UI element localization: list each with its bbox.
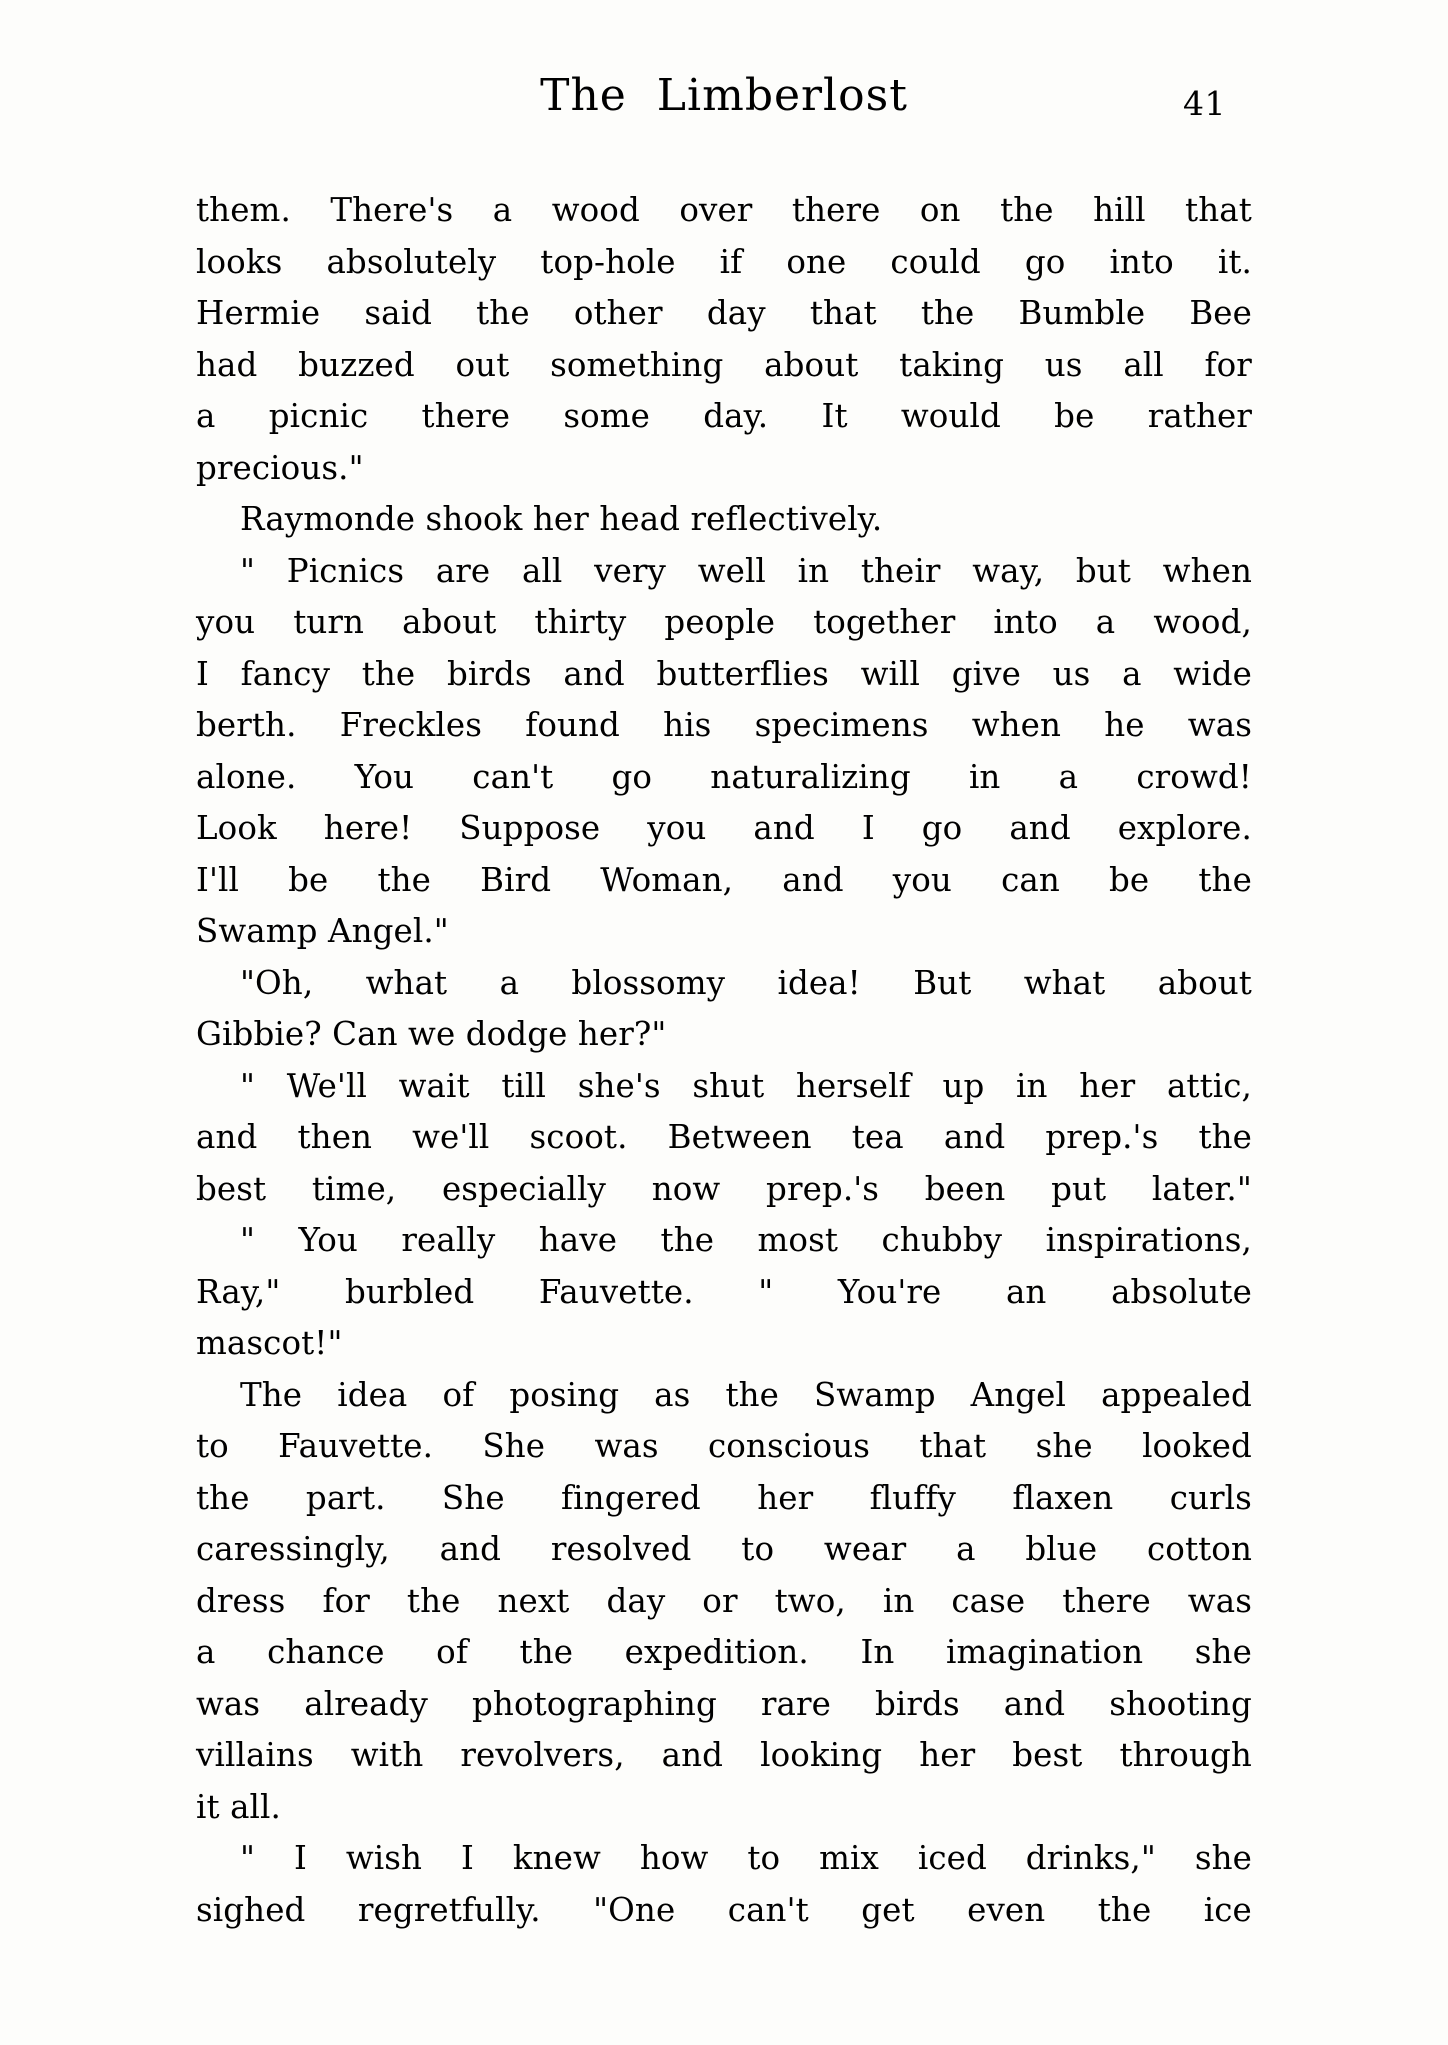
text-word: give <box>951 654 1021 693</box>
text-word: resolved <box>550 1530 692 1568</box>
text-line <box>196 855 1252 907</box>
text-line <box>196 1061 1252 1113</box>
text-word: wear <box>823 1530 907 1568</box>
text-word: of <box>436 1633 468 1671</box>
text-word: expedition. <box>624 1633 809 1671</box>
text-word: scoot. <box>529 1118 628 1156</box>
text-word: day. <box>703 397 769 435</box>
text-word: in <box>968 757 1001 796</box>
text-word: had <box>196 345 258 384</box>
text-word: Bee <box>1189 294 1252 332</box>
text-word: " <box>240 1839 256 1877</box>
text-word: Hermie <box>196 294 321 332</box>
text-word: dress <box>196 1581 286 1620</box>
text-word: especially <box>441 1169 607 1208</box>
text-word: us <box>1052 654 1091 693</box>
text-word: ice <box>1203 1890 1252 1929</box>
text-word: But <box>913 963 972 1002</box>
text-line <box>196 1164 1252 1216</box>
text-line <box>196 1215 1252 1267</box>
text-word: wish <box>345 1839 423 1877</box>
text-line <box>196 803 1252 855</box>
text-word: with <box>350 1736 424 1774</box>
text-word: blue <box>1025 1530 1098 1568</box>
text-word: been <box>924 1169 1006 1208</box>
text-word: she <box>1035 1427 1093 1465</box>
text-word: flaxen <box>1012 1478 1114 1517</box>
page-title: The Limberlost <box>540 70 908 121</box>
text-word: them. <box>196 191 291 229</box>
text-word: imagination <box>946 1633 1144 1671</box>
text-word: and <box>1009 809 1071 847</box>
text-word: something <box>550 345 724 384</box>
page-body <box>196 185 1252 1936</box>
text-word: birds <box>875 1684 960 1723</box>
text-word: fancy <box>240 654 331 693</box>
text-line <box>196 546 1252 598</box>
text-word: a <box>956 1530 976 1568</box>
text-word: villains <box>196 1736 314 1774</box>
text-word: the <box>406 1581 461 1620</box>
text-word: picnic <box>268 397 369 435</box>
text-word: attic, <box>1166 1066 1252 1105</box>
text-word: chance <box>267 1633 385 1671</box>
text-word: can't <box>472 757 554 796</box>
text-word: the <box>660 1221 715 1259</box>
text-line <box>196 1576 1252 1628</box>
text-word: In <box>860 1633 895 1671</box>
text-line <box>196 1730 1252 1782</box>
text-word: when <box>1162 551 1252 590</box>
text-word: up <box>942 1066 985 1105</box>
text-word: wait <box>398 1066 470 1105</box>
text-word: mix <box>819 1839 879 1877</box>
text-word: sighed <box>196 1890 306 1929</box>
text-word: Woman, <box>600 860 734 899</box>
text-word: to <box>741 1530 775 1568</box>
text-word: thirty <box>534 603 627 641</box>
text-word: through <box>1119 1736 1252 1774</box>
text-word: the <box>1198 1118 1252 1156</box>
text-word: a <box>196 397 216 435</box>
text-word: some <box>563 397 651 435</box>
text-word: what <box>1023 963 1106 1002</box>
text-word: I <box>460 1839 474 1877</box>
text-line <box>196 391 1252 443</box>
text-word: the <box>377 860 431 899</box>
text-word: conscious <box>707 1427 871 1465</box>
text-word: specimens <box>754 706 929 744</box>
text-line <box>196 1627 1252 1679</box>
text-line: Swamp Angel." <box>196 912 449 950</box>
text-word: and <box>563 654 625 693</box>
text-word: there <box>1062 1581 1151 1620</box>
text-word: and <box>943 1118 1006 1156</box>
text-word: Freckles <box>339 706 483 744</box>
text-word: can't <box>727 1890 809 1929</box>
text-word: would <box>900 397 1001 435</box>
text-word: It <box>821 397 848 435</box>
text-word: rare <box>760 1684 831 1723</box>
text-word: can <box>1001 860 1060 899</box>
text-word: a <box>1095 603 1116 641</box>
text-line: Raymonde shook her head reflectively. <box>240 500 883 538</box>
text-line <box>196 1833 1252 1885</box>
text-word: even <box>967 1890 1046 1929</box>
text-word: the <box>361 654 416 693</box>
text-word: to <box>196 1427 229 1465</box>
text-word: idea <box>337 1375 408 1414</box>
text-word: of <box>442 1375 475 1414</box>
text-word: buzzed <box>298 345 415 384</box>
text-word: till <box>501 1066 547 1105</box>
text-word: into <box>1109 242 1174 281</box>
text-word: idea! <box>777 963 861 1002</box>
text-word: in <box>882 1581 915 1620</box>
text-word: day <box>706 294 766 332</box>
text-word: into <box>993 603 1058 641</box>
text-word: her <box>919 1736 976 1774</box>
text-word: how <box>639 1839 709 1877</box>
text-word: a <box>196 1633 216 1671</box>
text-line <box>196 1112 1252 1164</box>
text-word: there <box>791 191 881 229</box>
text-word: drinks," <box>1025 1839 1156 1877</box>
text-word: for <box>322 1581 370 1620</box>
text-word: chubby <box>881 1221 1003 1259</box>
text-word: was <box>1187 1581 1252 1620</box>
text-word: people <box>664 603 776 641</box>
text-word: You <box>354 757 415 796</box>
text-line <box>196 958 1252 1010</box>
text-word: now <box>651 1169 721 1208</box>
text-word: put <box>1051 1169 1107 1208</box>
text-line <box>196 752 1252 804</box>
text-line: Gibbie? Can we dodge her?" <box>196 1015 667 1053</box>
text-word: We'll <box>286 1066 367 1105</box>
text-word: knew <box>512 1839 601 1877</box>
text-word: a <box>492 191 513 229</box>
text-word: in <box>797 551 830 590</box>
text-word: it. <box>1217 242 1252 281</box>
text-word: best <box>196 1169 267 1208</box>
text-word: best <box>1012 1736 1083 1774</box>
text-word: Suppose <box>459 809 601 847</box>
text-word: prep.'s <box>766 1169 880 1208</box>
text-word: inspirations, <box>1045 1221 1252 1259</box>
text-word: shooting <box>1109 1684 1252 1723</box>
text-word: be <box>288 860 329 899</box>
text-word: we'll <box>412 1118 490 1156</box>
text-word: or <box>702 1581 738 1620</box>
text-line <box>196 1421 1252 1473</box>
text-word: looking <box>760 1736 883 1774</box>
text-word: you <box>647 809 707 847</box>
text-word: an <box>1005 1272 1047 1311</box>
text-word: taking <box>899 345 1005 384</box>
text-word: Look <box>196 809 277 847</box>
text-word: but <box>1075 551 1131 590</box>
text-word: Bird <box>480 860 552 899</box>
text-word: her <box>1079 1066 1136 1105</box>
text-word: next <box>497 1581 570 1620</box>
text-word: burbled <box>345 1272 475 1311</box>
text-word: I <box>861 809 875 847</box>
text-word: their <box>860 551 941 590</box>
text-word: Ray," <box>196 1272 281 1311</box>
text-word: curls <box>1169 1478 1252 1517</box>
text-word: a <box>1122 654 1142 693</box>
text-word: be <box>1054 397 1095 435</box>
text-word: later." <box>1151 1169 1252 1208</box>
text-word: revolvers, <box>460 1736 625 1774</box>
text-word: wood, <box>1153 603 1252 641</box>
text-word: she's <box>577 1066 661 1105</box>
text-word: posing <box>509 1375 620 1414</box>
text-word: time, <box>311 1169 397 1208</box>
text-word: looked <box>1142 1427 1252 1465</box>
text-word: that <box>809 294 877 332</box>
text-word: already <box>304 1684 428 1723</box>
text-line <box>196 1679 1252 1731</box>
text-word: together <box>813 603 956 641</box>
text-word: Fauvette. <box>538 1272 694 1311</box>
text-word: "One <box>593 1890 676 1929</box>
text-line <box>196 237 1252 289</box>
text-word: " <box>240 551 256 590</box>
text-word: that <box>919 1427 987 1465</box>
text-word: She <box>441 1478 505 1517</box>
text-word: case <box>951 1581 1026 1620</box>
text-word: really <box>401 1221 496 1259</box>
text-word: are <box>435 551 491 590</box>
text-word: a <box>1058 757 1079 796</box>
text-line <box>196 649 1252 701</box>
text-word: she <box>1194 1633 1252 1671</box>
text-word: her <box>757 1478 814 1517</box>
text-word: other <box>573 294 663 332</box>
text-word: go <box>611 757 653 796</box>
text-word: Fauvette. <box>278 1427 434 1465</box>
text-line <box>196 1370 1252 1422</box>
text-word: Between <box>667 1118 812 1156</box>
text-word: Bumble <box>1018 294 1146 332</box>
text-word: about <box>764 345 859 384</box>
text-word: in <box>1016 1066 1048 1105</box>
text-word: wide <box>1173 654 1252 693</box>
text-word: and <box>753 809 815 847</box>
text-word: iced <box>917 1839 987 1877</box>
text-word: photographing <box>472 1684 717 1723</box>
text-word: here! <box>323 809 413 847</box>
text-word: to <box>747 1839 781 1877</box>
text-line <box>196 1524 1252 1576</box>
text-word: then <box>297 1118 373 1156</box>
text-word: She <box>482 1427 546 1465</box>
text-word: the <box>519 1633 574 1671</box>
text-word: " <box>758 1272 774 1311</box>
text-word: The <box>240 1375 303 1414</box>
text-word: turn <box>293 603 365 641</box>
text-line <box>196 1885 1252 1937</box>
text-word: blossomy <box>571 963 726 1002</box>
text-word: she <box>1194 1839 1252 1877</box>
text-word: " <box>240 1066 256 1105</box>
text-word: the <box>1000 191 1054 229</box>
text-line <box>196 700 1252 752</box>
text-word: said <box>364 294 432 332</box>
text-word: naturalizing <box>710 757 911 796</box>
text-word: part. <box>305 1478 386 1517</box>
text-word: and <box>661 1736 724 1774</box>
text-word: herself <box>796 1066 911 1105</box>
text-word: on <box>919 191 961 229</box>
text-word: You <box>298 1221 358 1259</box>
text-word: was <box>594 1427 659 1465</box>
text-word: appealed <box>1101 1375 1252 1414</box>
text-word: hill <box>1093 191 1146 229</box>
text-word: fluffy <box>869 1478 956 1517</box>
text-word: and <box>1003 1684 1066 1723</box>
text-word: was <box>196 1684 261 1723</box>
text-word: There's <box>330 191 454 229</box>
text-word: one <box>786 242 847 281</box>
text-word: if <box>719 242 743 281</box>
text-word: found <box>525 706 620 744</box>
text-word: go <box>1024 242 1066 281</box>
text-word: when <box>971 706 1062 744</box>
text-word: out <box>455 345 510 384</box>
text-line <box>196 288 1252 340</box>
text-line <box>196 597 1252 649</box>
text-word: and <box>782 860 844 899</box>
text-word: crowd! <box>1136 757 1252 796</box>
text-word: rather <box>1147 397 1252 435</box>
text-word: and <box>196 1118 258 1156</box>
text-word: absolutely <box>326 242 497 281</box>
text-word: was <box>1187 706 1252 744</box>
text-word: I <box>196 654 209 693</box>
text-word: you <box>196 603 256 641</box>
text-word: the <box>196 1478 250 1517</box>
text-word: berth. <box>196 706 297 744</box>
text-word: " <box>240 1221 256 1259</box>
text-word: wood <box>551 191 640 229</box>
text-word: way, <box>972 551 1045 590</box>
text-word: two, <box>774 1581 846 1620</box>
text-line: mascot!" <box>196 1324 343 1362</box>
text-word: his <box>663 706 712 744</box>
text-word: shut <box>692 1066 765 1105</box>
page-header <box>196 70 1252 130</box>
text-word: for <box>1204 345 1252 384</box>
text-word: the <box>725 1375 779 1414</box>
text-word: cotton <box>1146 1530 1252 1568</box>
text-word: well <box>697 551 766 590</box>
text-word: be <box>1109 860 1150 899</box>
text-word: I <box>293 1839 307 1877</box>
text-word: a <box>499 963 520 1002</box>
text-line <box>196 1473 1252 1525</box>
text-word: the <box>1097 1890 1152 1929</box>
text-line <box>196 185 1252 237</box>
text-word: tea <box>851 1118 904 1156</box>
text-word: caressingly, <box>196 1530 390 1568</box>
text-word: the <box>1198 860 1252 899</box>
text-word: explore. <box>1117 809 1252 847</box>
text-word: fingered <box>561 1478 701 1517</box>
text-word: birds <box>446 654 532 693</box>
text-word: butterflies <box>656 654 829 693</box>
text-line <box>196 340 1252 392</box>
text-word: all <box>1123 345 1164 384</box>
text-word: top-hole <box>540 242 676 281</box>
text-word: You're <box>837 1272 942 1311</box>
text-word: could <box>890 242 981 281</box>
text-word: prep.'s <box>1045 1118 1159 1156</box>
text-word: about <box>1157 963 1252 1002</box>
text-word: he <box>1104 706 1145 744</box>
text-word: what <box>365 963 448 1002</box>
text-word: and <box>439 1530 502 1568</box>
text-word: day <box>606 1581 666 1620</box>
text-word: Angel <box>970 1375 1067 1414</box>
text-word: most <box>757 1221 839 1259</box>
text-word: over <box>679 191 753 229</box>
text-word: Picnics <box>286 551 405 590</box>
text-line <box>196 1267 1252 1319</box>
text-word: get <box>861 1890 915 1929</box>
text-word: "Oh, <box>240 963 314 1002</box>
text-word: alone. <box>196 757 297 796</box>
page-number: 41 <box>1183 84 1226 123</box>
text-line: precious." <box>196 448 364 487</box>
text-line: it all. <box>196 1787 281 1826</box>
text-word: there <box>421 397 511 435</box>
text-word: will <box>860 654 921 693</box>
text-word: you <box>892 860 952 899</box>
text-word: as <box>654 1375 691 1414</box>
text-word: looks <box>196 242 283 281</box>
text-word: us <box>1044 345 1083 384</box>
text-word: Swamp <box>814 1375 936 1414</box>
text-word: all <box>521 551 563 590</box>
text-word: very <box>594 551 666 590</box>
text-word: regretfully. <box>357 1890 541 1929</box>
text-word: go <box>921 809 963 847</box>
text-word: the <box>476 294 530 332</box>
text-word: that <box>1185 191 1252 229</box>
text-word: I'll <box>196 860 239 899</box>
text-word: about <box>402 603 497 641</box>
text-word: have <box>538 1221 618 1259</box>
text-word: absolute <box>1111 1272 1252 1311</box>
text-word: the <box>920 294 975 332</box>
